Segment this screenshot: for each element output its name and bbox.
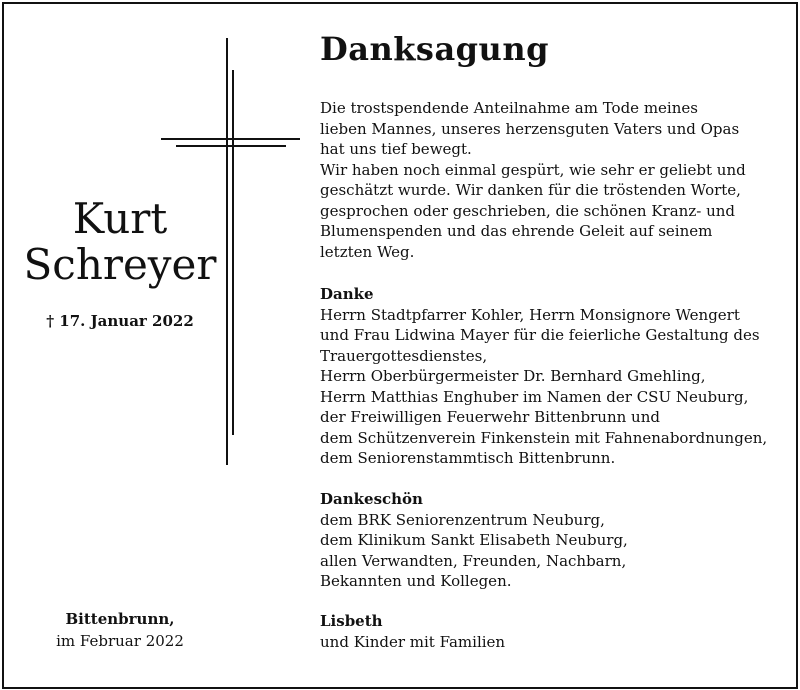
danke-heading: Danke	[320, 285, 374, 303]
deceased-last-name: Schreyer	[23, 240, 217, 289]
danke-line: der Freiwilligen Feuerwehr Bittenbrunn und	[320, 408, 660, 426]
dankeschoen-line: Bekannten und Kollegen.	[320, 572, 512, 590]
danke-line: dem Schützenverein Finkenstein mit Fahnenabordnungen,	[320, 428, 768, 447]
danke-line: und Frau Lidwina Mayer für die feierliche Gestaltung des	[320, 326, 760, 344]
intro-line: gesprochen oder geschrieben, die schönen Kranz- und	[320, 201, 735, 220]
place-date-block	[20, 608, 220, 652]
danke-section	[320, 284, 790, 469]
danke-line: Herrn Stadtpfarrer Kohler, Herrn Monsignore Wengert	[320, 305, 740, 324]
intro-line: geschätzt wurde. Wir danken für die tröstenden Worte,	[320, 181, 741, 199]
cross-vertical-bar	[226, 38, 228, 465]
intro-line: Blumenspenden und das ehrende Geleit auf seinem	[320, 222, 713, 240]
page-title: Danksagung	[320, 30, 549, 68]
danke-line: dem Seniorenstammtisch Bittenbrunn.	[320, 449, 616, 467]
dankeschoen-heading: Dankeschön	[320, 490, 423, 508]
cross-vertical-inner-bar	[232, 70, 234, 435]
cross-horizontal-bar	[161, 138, 300, 140]
dankeschoen-section	[320, 489, 790, 592]
deceased-first-name: Kurt	[72, 194, 168, 243]
dankeschoen-line: allen Verwandten, Freunden, Nachbarn,	[320, 551, 627, 570]
signature-block	[320, 611, 790, 652]
death-date: † 17. Januar 2022	[46, 312, 194, 330]
place: Bittenbrunn,	[65, 610, 175, 628]
intro-line: hat uns tief bewegt.	[320, 140, 472, 158]
signature-name: Lisbeth	[320, 612, 383, 630]
intro-line: letzten Weg.	[320, 242, 415, 261]
intro-line: Die trostspendende Anteilnahme am Tode meines	[320, 99, 698, 117]
danke-line: Trauergottesdienstes,	[320, 346, 488, 365]
intro-line: lieben Mannes, unseres herzensguten Vaters und Opas	[320, 119, 740, 138]
intro-line: Wir haben noch einmal gespürt, wie sehr er geliebt und	[320, 160, 746, 179]
intro-paragraph	[320, 98, 790, 262]
danke-line: Herrn Matthias Enghuber im Namen der CSU Neuburg,	[320, 387, 749, 406]
signature-family: und Kinder mit Familien	[320, 632, 506, 651]
date: im Februar 2022	[56, 632, 184, 650]
cross-horizontal-inner-bar	[176, 145, 286, 147]
danke-line: Herrn Oberbürgermeister Dr. Bernhard Gmehling,	[320, 367, 706, 385]
dankeschoen-line: dem Klinikum Sankt Elisabeth Neuburg,	[320, 531, 628, 549]
dankeschoen-line: dem BRK Seniorenzentrum Neuburg,	[320, 510, 605, 529]
